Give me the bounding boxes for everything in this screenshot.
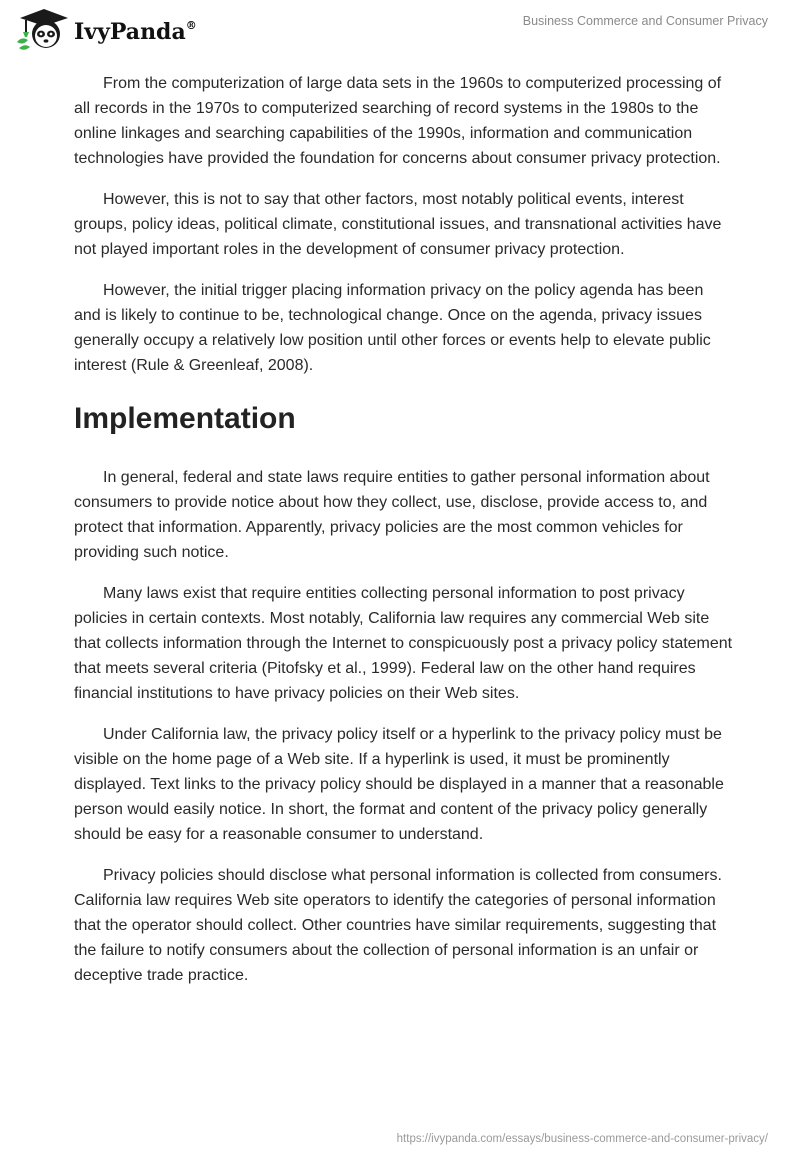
logo[interactable] [14, 8, 197, 54]
paragraph: However, this is not to say that other factors, most notably political events, interest groups, policy ideas, political climate, constitutional issues, and transnational activities have not played important roles in the development of consumer privacy protection. [74, 191, 722, 258]
paragraph: Privacy policies should disclose what personal information is collected from consumers. California law requires Web site operators to identify the categories of personal information that the operator should collect. Other countries have similar requirements, suggesting that the failure to notify consumers about the collection of personal information is an unfair or deceptive trade practice. [74, 867, 722, 984]
paragraph: Many laws exist that require entities collecting personal information to post privacy policies in certain contexts. Most notably, California law requires any commercial Web site that collects information through the Internet to conspicuously post a privacy policy statement that meets several criteria (Pitofsky et al., 1999). Federal law on the other hand requires financial institutions to have privacy policies on their Web sites. [74, 585, 733, 702]
paragraph: In general, federal and state laws require entities to gather personal information about consumers to provide notice about how they collect, use, disclose, provide access to, and protect that information. Apparently, privacy policies are the most common vehicles for providing such notice. [74, 469, 710, 561]
page-header [0, 0, 800, 60]
paragraph: From the computerization of large data sets in the 1960s to computerized processing of all records in the 1970s to computerized searching of record systems in the 1980s to the online linkages and searching capabilities of the 1990s, information and communication technologies have provided the foundation for concerns about consumer privacy protection. [74, 75, 722, 167]
panda-graduate-icon [14, 6, 72, 57]
essay-content [74, 71, 734, 1004]
paragraph: Under California law, the privacy policy itself or a hyperlink to the privacy policy must be visible on the home page of a Web site. If a hyperlink is used, it must be prominently displayed. Text links to the privacy policy should be displayed in a manner that a reasonable person would easily notice. In short, the format and content of the privacy policy generally should be easy for a reasonable consumer to understand. [74, 726, 724, 843]
source-url[interactable]: https://ivypanda.com/essays/business-commerce-and-consumer-privacy/ [396, 1133, 768, 1145]
section-heading: Implementation [74, 402, 296, 435]
document-title: Business Commerce and Consumer Privacy [522, 14, 768, 28]
brand-name: IvyPanda® [74, 18, 197, 45]
paragraph: However, the initial trigger placing information privacy on the policy agenda has been and is likely to continue to be, technological change. Once on the agenda, privacy issues generally occupy a relatively low position until other forces or events help to elevate public interest (Rule & Greenleaf, 2008). [74, 282, 711, 374]
